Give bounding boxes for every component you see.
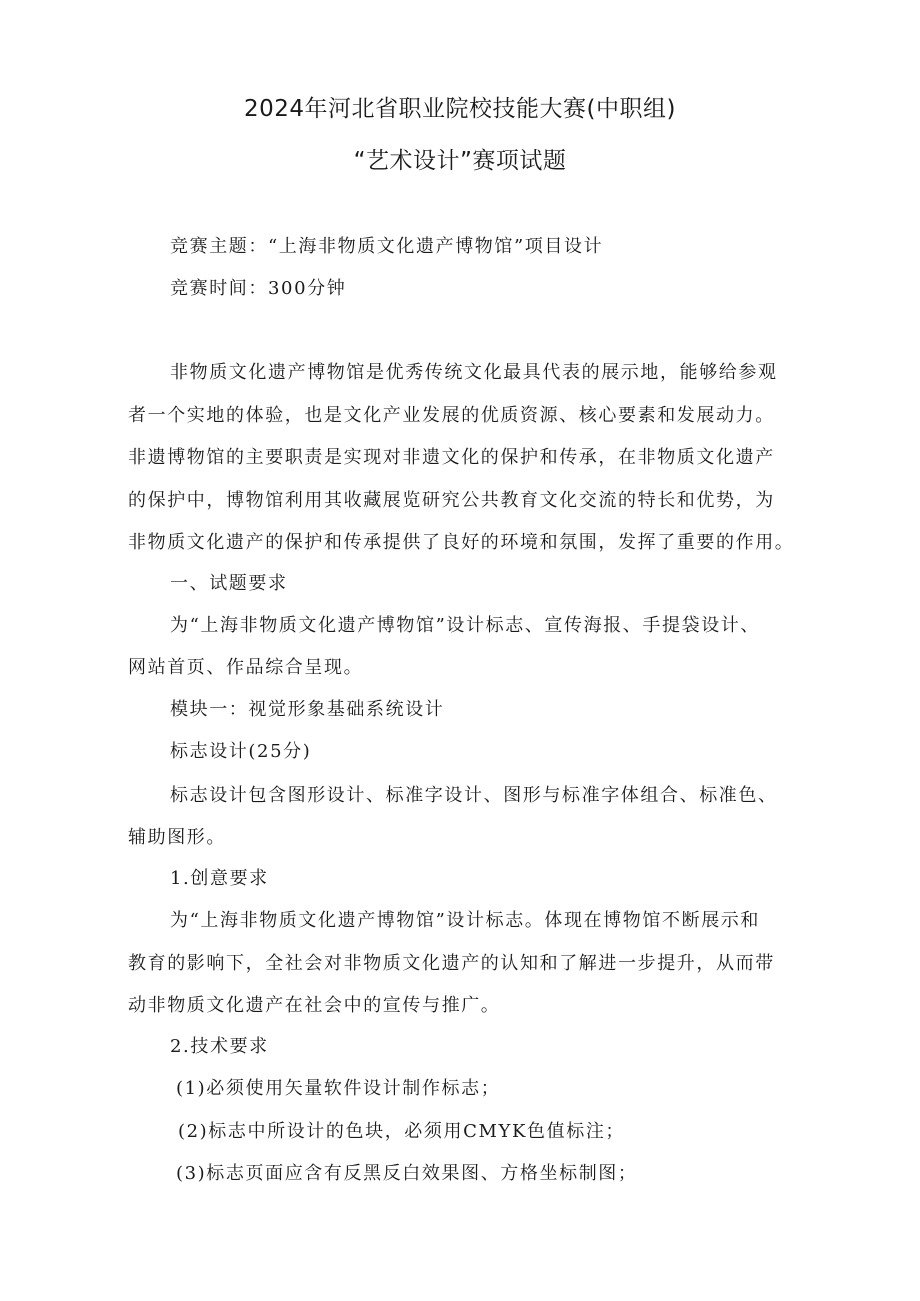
section-heading: 一、试题要求 xyxy=(170,573,288,594)
intro-line: 非物质文化遗产的保护和传承提供了良好的环境和氛围，发挥了重要的作用。 xyxy=(128,532,795,553)
subsection-heading: 2.技术要求 xyxy=(170,1036,269,1057)
module-heading: 模块一：视觉形象基础系统设计 xyxy=(170,699,445,720)
intro-line: 者一个实地的体验，也是文化产业发展的优质资源、核心要素和发展动力。 xyxy=(128,405,775,426)
logo-design-heading: 标志设计(25分) xyxy=(170,741,312,762)
requirement-item: (3)标志页面应含有反黑反白效果图、方格坐标制图； xyxy=(176,1163,638,1184)
paragraph-line: 网站首页、作品综合呈现。 xyxy=(128,657,364,678)
competition-time: 竞赛时间：300分钟 xyxy=(170,278,347,299)
paragraph-line: 辅助图形。 xyxy=(128,827,226,848)
intro-line: 的保护中，博物馆利用其收藏展览研究公共教育文化交流的特长和优势，为 xyxy=(128,490,775,511)
intro-line: 非遗博物馆的主要职责是实现对非遗文化的保护和传承，在非物质文化遗产 xyxy=(128,447,775,468)
document-title: 2024年河北省职业院校技能大赛(中职组) xyxy=(244,96,676,122)
requirement-item: (2)标志中所设计的色块，必须用CMYK色值标注； xyxy=(178,1121,626,1142)
paragraph-line: 为“上海非物质文化遗产博物馆”设计标志、宣传海报、手提袋设计、 xyxy=(170,615,761,636)
competition-theme: 竞赛主题：“上海非物质文化遗产博物馆”项目设计 xyxy=(170,236,604,257)
subsection-heading: 1.创意要求 xyxy=(170,868,269,889)
paragraph-line: 动非物质文化遗产在社会中的宣传与推广。 xyxy=(128,995,501,1016)
paragraph-line: 教育的影响下，全社会对非物质文化遗产的认知和了解进一步提升，从而带 xyxy=(128,953,775,974)
intro-line: 非物质文化遗产博物馆是优秀传统文化最具代表的展示地，能够给参观 xyxy=(170,362,778,383)
paragraph-line: 为“上海非物质文化遗产博物馆”设计标志。体现在博物馆不断展示和 xyxy=(170,910,761,931)
paragraph-line: 标志设计包含图形设计、标准字设计、图形与标准字体组合、标准色、 xyxy=(170,785,778,806)
document-subtitle: “艺术设计”赛项试题 xyxy=(353,148,567,174)
requirement-item: (1)必须使用矢量软件设计制作标志； xyxy=(176,1078,501,1099)
